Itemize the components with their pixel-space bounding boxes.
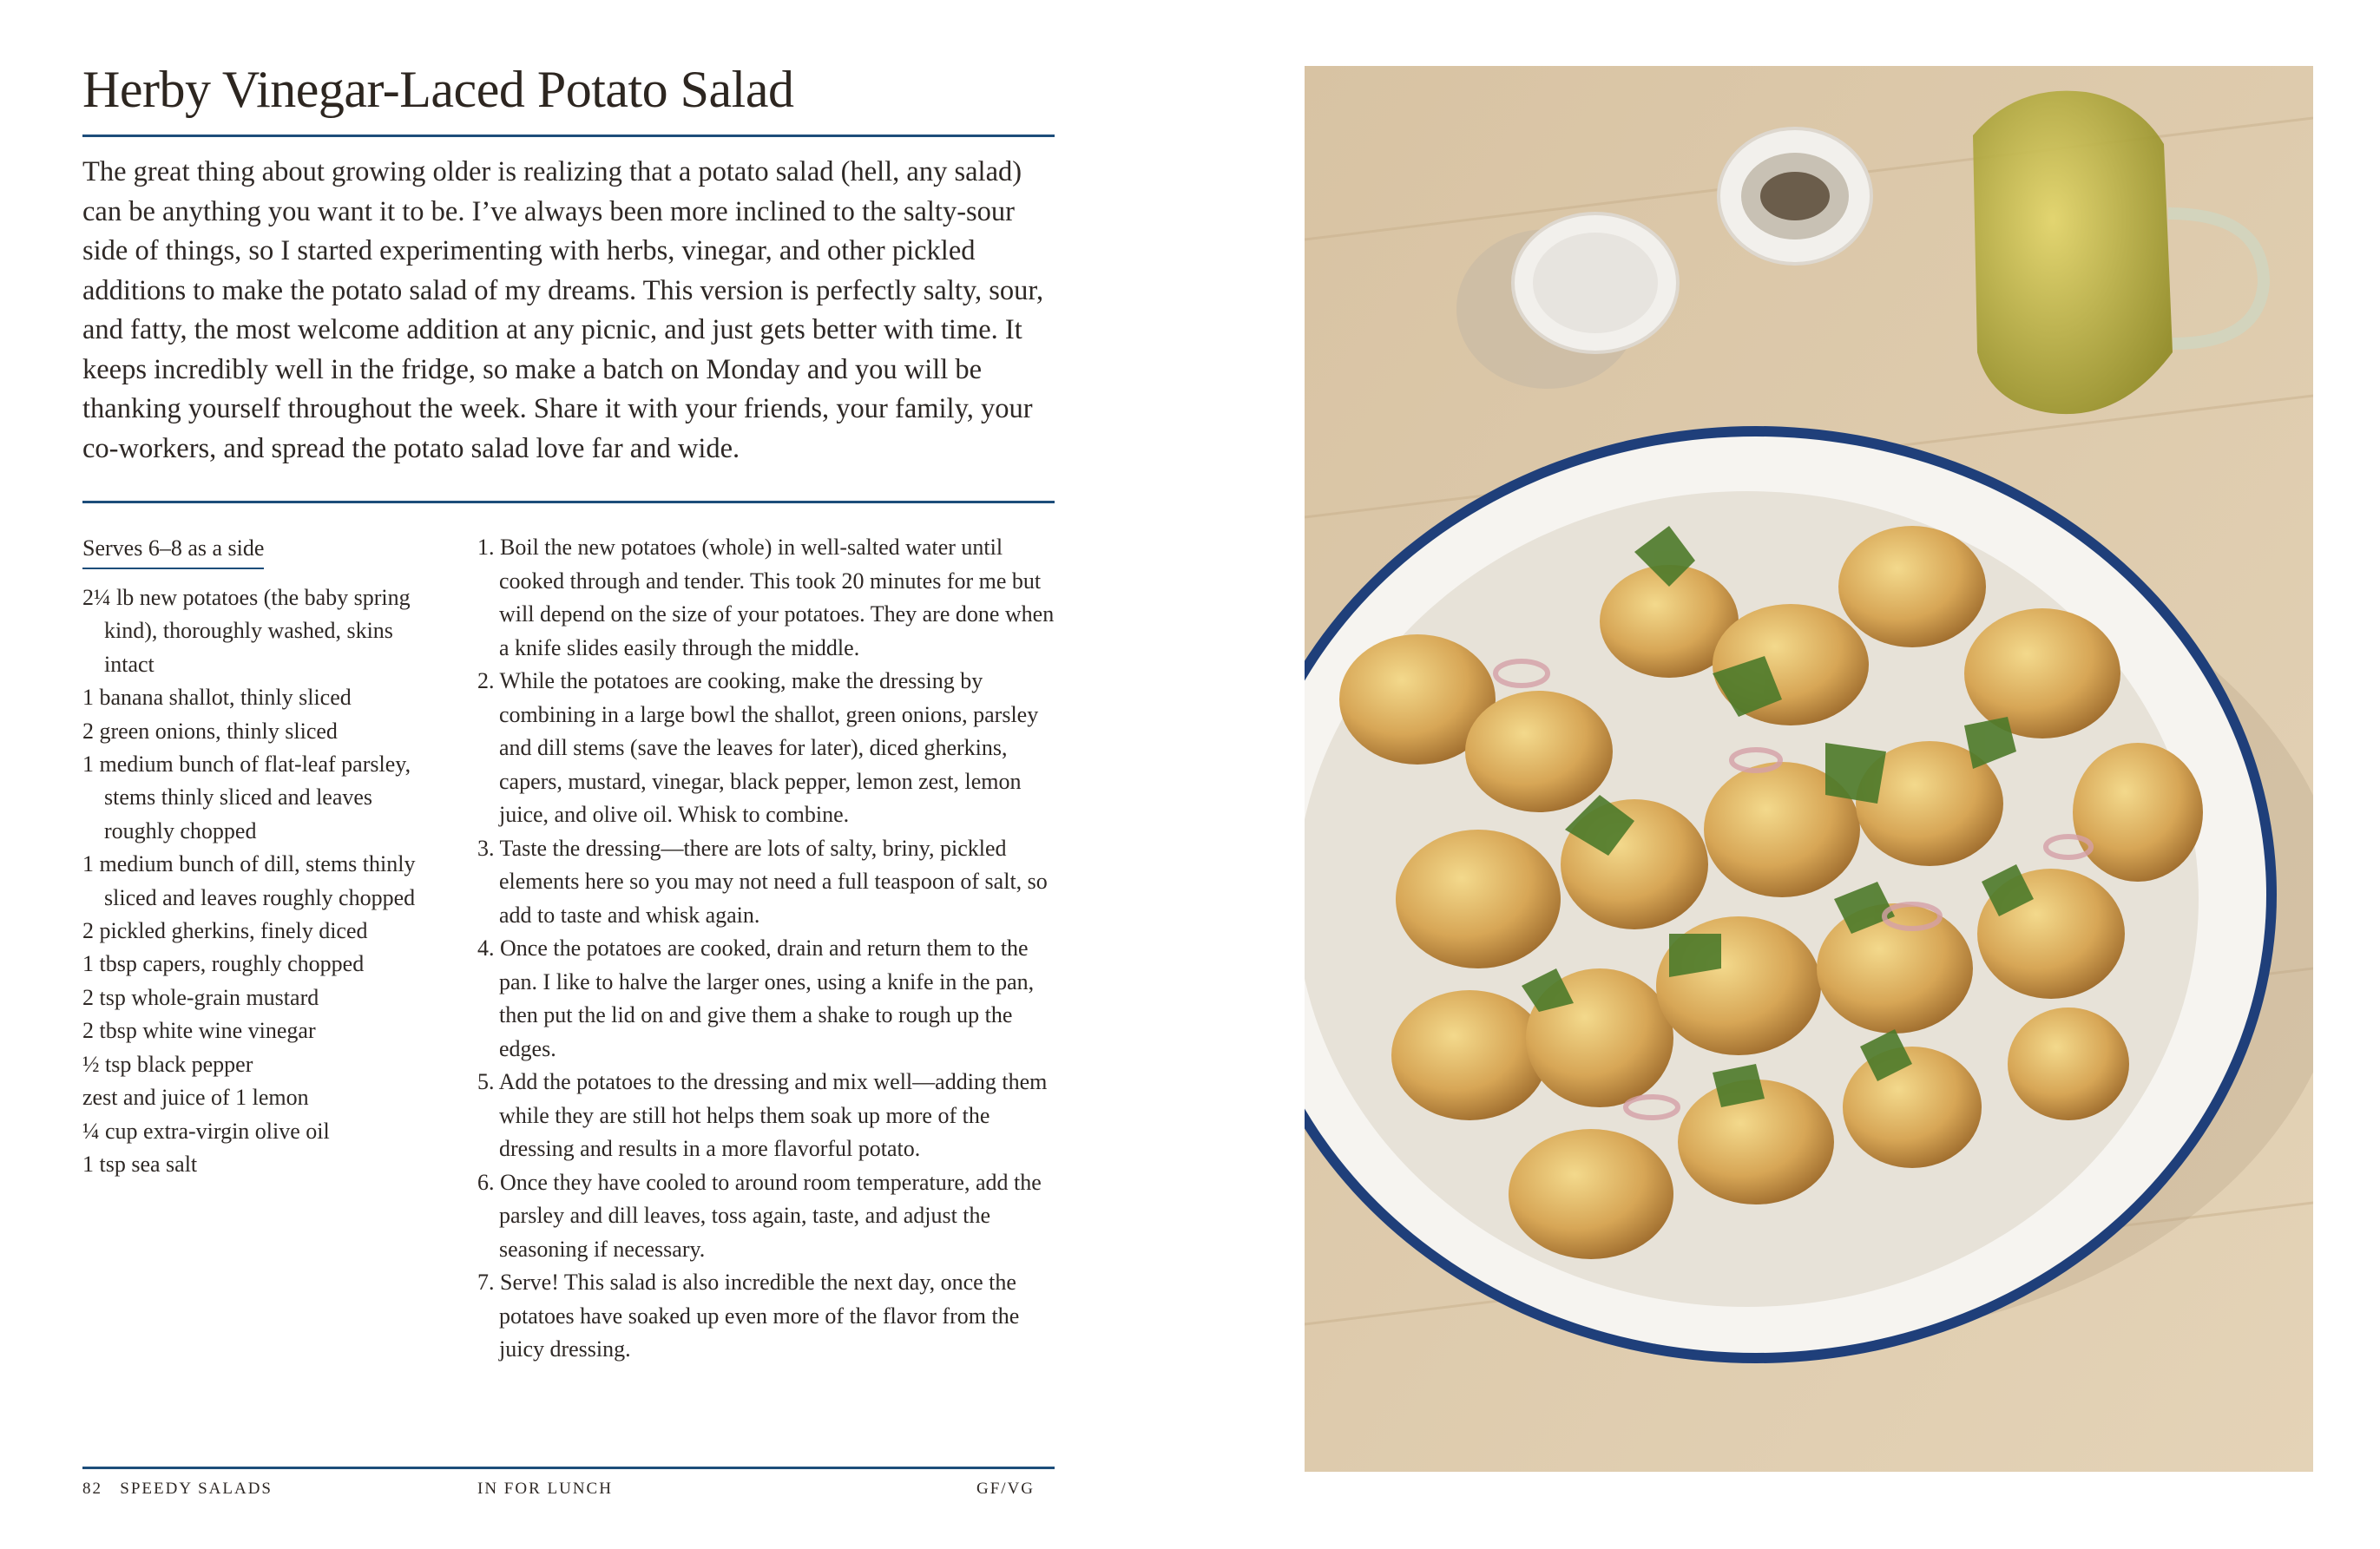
method-steps (477, 531, 1055, 1367)
olive-oil-jug (1973, 91, 2173, 415)
photo-illustration (1305, 66, 2313, 1472)
method-step: 6. Once they have cooled to around room temperature, add the parsley and dill leaves, toss again, taste, and adjust the seasoning if necessary. (477, 1169, 1042, 1262)
ingredient-item: 2 tsp whole-grain mustard (82, 984, 319, 1010)
method-step: 3. Taste the dressing—there are lots of salty, briny, pickled elements here so you may not need a full teaspoon of salt, so add to taste and whisk again. (477, 835, 1048, 928)
ingredient-item: 1 tsp sea salt (82, 1151, 198, 1177)
footer-dietary: GF/VG (976, 1480, 1035, 1498)
ingredient-item: 1 medium bunch of dill, stems thinly sliced and leaves roughly chopped (82, 851, 416, 910)
footer-chapter: IN FOR LUNCH (477, 1480, 613, 1498)
recipe-title: Herby Vinegar-Laced Potato Salad (82, 61, 794, 118)
ingredient-item: zest and juice of 1 lemon (82, 1085, 309, 1111)
method-step: 4. Once the potatoes are cooked, drain and return them to the pan. I like to halve the larger ones, using a knife in the pan, then put the lid on and give them a shake to rough up the edges. (477, 935, 1035, 1061)
intro-rule (82, 501, 1055, 503)
ingredient-item: 2 green onions, thinly sliced (82, 718, 338, 744)
method-step: 5. Add the potatoes to the dressing and mix well—adding them while they are still hot helps them soak up more of the dressing and results in a more flavorful potato. (477, 1069, 1048, 1161)
section-name: SPEEDY SALADS (120, 1480, 273, 1498)
potato-salad-photo (1305, 66, 2313, 1472)
ingredient-item: 2¼ lb new potatoes (the baby spring kind), thoroughly washed, skins intact (82, 585, 411, 677)
ingredients-list (82, 581, 447, 1181)
ingredient-item: 2 tbsp white wine vinegar (82, 1018, 316, 1044)
method-step: 7. Serve! This salad is also incredible the next day, once the potatoes have soaked up even more of the flavor from the juicy dressing. (477, 1270, 1020, 1362)
ingredient-item: ½ tsp black pepper (82, 1051, 253, 1077)
ingredient-item: 1 medium bunch of flat-leaf parsley, stems thinly sliced and leaves roughly chopped (82, 752, 411, 843)
page-number: 82 (82, 1480, 102, 1498)
method-step: 1. Boil the new potatoes (whole) in well-salted water until cooked through and tender. This took 20 minutes for me but will depend on the size of your potatoes. They are done when a knife slides easily through the middle. (477, 535, 1055, 660)
recipe-intro: The great thing about growing older is realizing that a potato salad (hell, any salad) can be anything you want it to be. I’ve always been more inclined to the salty-sour side of things, so I started experimenting with herbs, vinegar, and other pickled additions to make the potato salad of my dreams. This version is perfectly salty, sour, and fatty, the most welcome addition at any picnic, and just gets better with time. It keeps incredibly well in the fridge, so make a batch on Monday and you will be thanking yourself throughout the week. Share it with your friends, your family, your co-workers, and spread the potato salad love far and wide. (82, 156, 1044, 464)
method-step: 2. While the potatoes are cooking, make the dressing by combining in a large bowl the shallot, green onions, parsley and dill stems (save the leaves for later), diced gherkins, capers, mustard, vinegar, black pepper, lemon zest, lemon juice, and olive oil. Whisk to combine. (477, 668, 1039, 827)
ingredient-item: 1 banana shallot, thinly sliced (82, 685, 352, 711)
ingredient-item: ¼ cup extra-virgin olive oil (82, 1118, 330, 1144)
footer-folio (82, 1480, 273, 1499)
ingredient-item: 1 tbsp capers, roughly chopped (82, 951, 365, 977)
serves-heading: Serves 6–8 as a side (82, 533, 264, 569)
ingredient-item: 2 pickled gherkins, finely diced (82, 918, 368, 944)
footer-rule (82, 1467, 1055, 1469)
title-rule (82, 135, 1055, 137)
